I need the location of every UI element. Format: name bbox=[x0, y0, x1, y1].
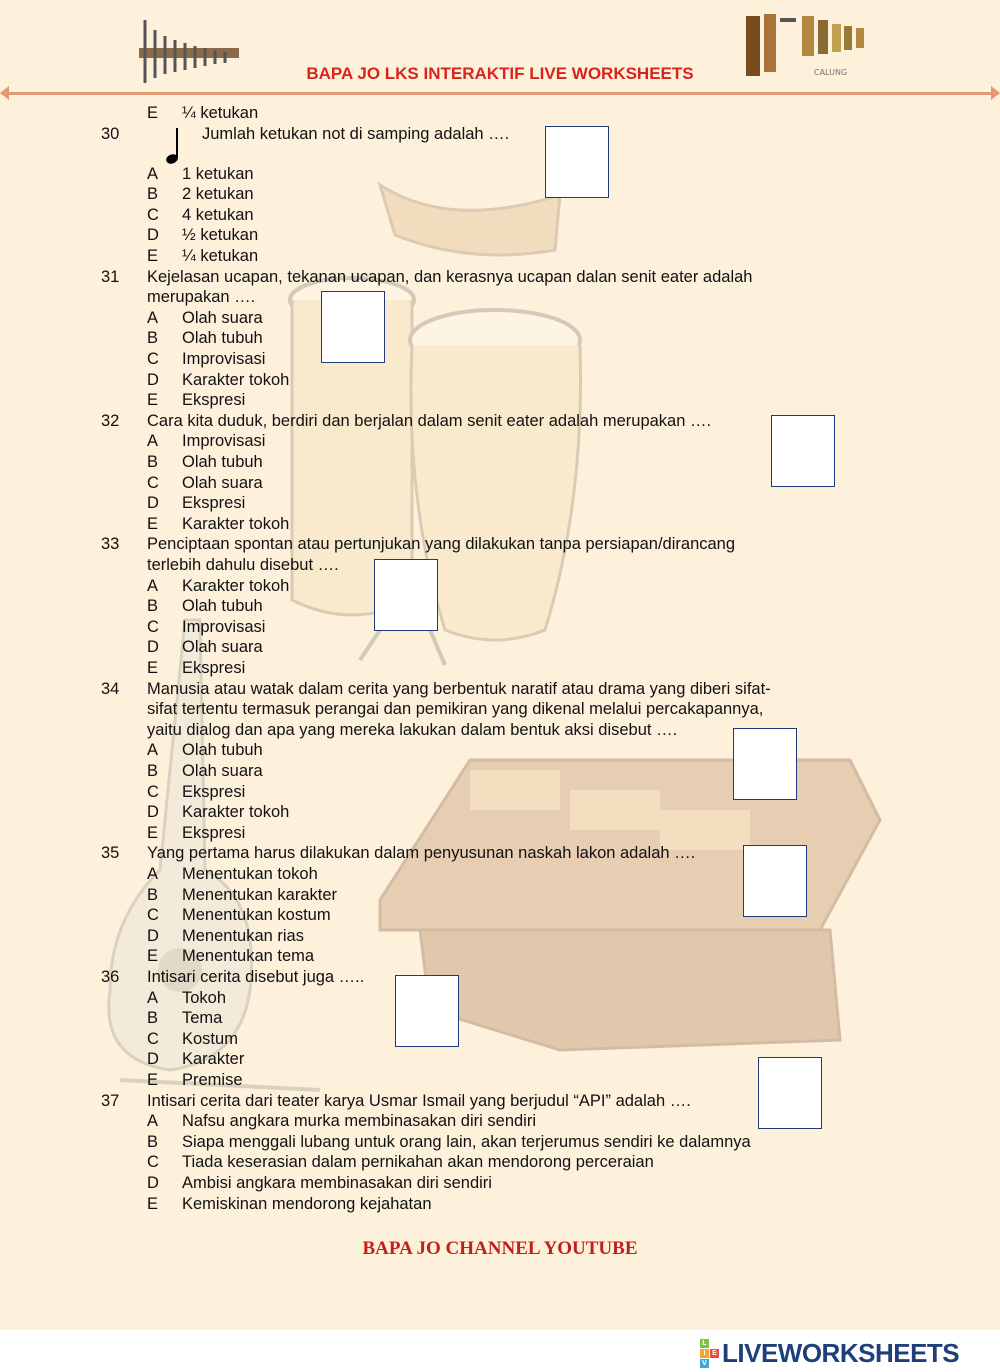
option-text: Menentukan karakter bbox=[182, 885, 338, 904]
option-letter: E bbox=[147, 247, 159, 265]
option-letter: E bbox=[147, 1194, 159, 1213]
option-letter: D bbox=[147, 494, 159, 513]
option-text: Nafsu angkara murka membinasakan diri sendiri bbox=[182, 1112, 536, 1131]
option-letter: C bbox=[147, 473, 159, 492]
answer-box-35[interactable] bbox=[743, 845, 807, 917]
option-text: Improvisasi bbox=[182, 432, 266, 451]
question-text: Cara kita duduk, berdiri dan berjalan dalam senit eater adalah merupakan …. bbox=[147, 411, 712, 430]
option-letter: E bbox=[147, 947, 159, 966]
option-letter: D bbox=[147, 226, 159, 245]
option-text: Improvisasi bbox=[182, 617, 266, 636]
option-letter: C bbox=[147, 617, 159, 636]
option-letter: C bbox=[147, 782, 159, 801]
option-text: Ambisi angkara membinasakan diri sendiri bbox=[182, 1174, 492, 1192]
header-divider bbox=[6, 92, 996, 95]
option-text: ¼ ketukan bbox=[182, 247, 259, 265]
option-text: Karakter bbox=[182, 1050, 245, 1069]
answer-box-30[interactable] bbox=[545, 126, 609, 198]
question-number: 33 bbox=[101, 535, 120, 554]
question-text: Intisari cerita dari teater karya Usmar Ismail yang berjudul “API” adalah …. bbox=[147, 1091, 691, 1110]
option-text: ½ ketukan bbox=[182, 226, 259, 245]
option-text: 2 ketukan bbox=[182, 185, 254, 204]
question-text: Yang pertama harus dilakukan dalam penyusunan naskah lakon adalah …. bbox=[147, 844, 696, 863]
option-letter: E bbox=[147, 1071, 159, 1089]
question-number: 31 bbox=[101, 267, 120, 286]
question-text: Manusia atau watak dalam cerita yang berbentuk naratif atau drama yang diberi sifat- bbox=[147, 679, 771, 698]
option-text: Siapa menggali lubang untuk orang lain, akan terjerumus sendiri ke dalamnya bbox=[182, 1132, 751, 1151]
option-letter: C bbox=[147, 350, 159, 368]
option-letter: D bbox=[147, 370, 159, 389]
option-text: Menentukan rias bbox=[182, 926, 304, 945]
question-number: 34 bbox=[101, 679, 120, 698]
option-letter: A bbox=[147, 432, 159, 451]
option-letter: E bbox=[147, 659, 159, 677]
option-text: 1 ketukan bbox=[182, 164, 254, 183]
question-number: 36 bbox=[101, 968, 120, 986]
option-letter: A bbox=[147, 741, 159, 760]
answer-box-33[interactable] bbox=[374, 559, 438, 631]
option-text: Premise bbox=[182, 1071, 243, 1089]
option-text: Tema bbox=[182, 1009, 223, 1028]
option-letter: A bbox=[147, 988, 159, 1007]
answer-box-34[interactable] bbox=[733, 728, 797, 800]
calung-caption: CALUNG bbox=[814, 68, 848, 77]
option-letter: D bbox=[147, 926, 159, 945]
question-text: merupakan …. bbox=[147, 288, 256, 307]
option-text: 4 ketukan bbox=[182, 205, 254, 224]
option-letter: C bbox=[147, 1153, 159, 1172]
option-letter: D bbox=[147, 638, 159, 657]
option-text: Improvisasi bbox=[182, 350, 266, 368]
option-letter: B bbox=[147, 762, 159, 780]
question-text: Intisari cerita disebut juga ….. bbox=[147, 968, 365, 986]
option-text: Olah tubuh bbox=[182, 453, 263, 471]
option-text: Olah suara bbox=[182, 473, 263, 492]
question-text: sifat tertentu termasuk perangai dan pemikiran yang dikenal melalui percakapannya, bbox=[147, 700, 764, 719]
option-letter: E bbox=[147, 514, 159, 533]
option-text: Kostum bbox=[182, 1029, 238, 1048]
footer-channel-title: BAPA JO CHANNEL YOUTUBE bbox=[362, 1238, 638, 1259]
quarter-note-icon bbox=[164, 126, 188, 166]
question-text: Penciptaan spontan atau pertunjukan yang dilakukan tanpa persiapan/dirancang bbox=[147, 535, 736, 554]
question-text: terlebih dahulu disebut …. bbox=[147, 556, 339, 574]
option-text: Ekspresi bbox=[182, 823, 246, 842]
option-text: Tiada keserasian dalam pernikahan akan mendorong perceraian bbox=[182, 1153, 654, 1172]
option-text: Olah suara bbox=[182, 308, 263, 327]
option-letter: B bbox=[147, 1132, 159, 1151]
option-letter: D bbox=[147, 1174, 159, 1192]
page-title: BAPA JO LKS INTERAKTIF LIVE WORKSHEETS bbox=[306, 64, 694, 83]
divider-arrow-right-icon bbox=[991, 86, 1000, 100]
option-letter: A bbox=[147, 308, 159, 327]
answer-box-36[interactable] bbox=[395, 975, 459, 1047]
option-text: Menentukan kostum bbox=[182, 906, 331, 925]
option-text: Karakter tokoh bbox=[182, 803, 290, 822]
option-letter: E bbox=[147, 104, 159, 122]
answer-box-32[interactable] bbox=[771, 415, 835, 487]
option-letter: B bbox=[147, 185, 159, 204]
question-number: 30 bbox=[101, 124, 120, 143]
option-letter: B bbox=[147, 453, 159, 471]
option-text: ¼ ketukan bbox=[182, 104, 259, 122]
option-letter: D bbox=[147, 803, 159, 822]
option-letter: C bbox=[147, 906, 159, 925]
answer-box-37[interactable] bbox=[758, 1057, 822, 1129]
option-letter: A bbox=[147, 576, 159, 595]
option-text: Olah tubuh bbox=[182, 329, 263, 348]
option-text: Menentukan tema bbox=[182, 947, 315, 966]
option-text: Karakter tokoh bbox=[182, 514, 290, 533]
question-number: 35 bbox=[101, 844, 120, 863]
option-text: Menentukan tokoh bbox=[182, 865, 318, 883]
option-letter: B bbox=[147, 329, 159, 348]
option-text: Olah tubuh bbox=[182, 597, 263, 616]
option-letter: B bbox=[147, 1009, 159, 1028]
answer-box-31[interactable] bbox=[321, 291, 385, 363]
option-letter: A bbox=[147, 865, 159, 883]
option-text: Ekspresi bbox=[182, 782, 246, 801]
option-text: Ekspresi bbox=[182, 391, 246, 410]
question-number: 32 bbox=[101, 411, 120, 430]
option-letter: E bbox=[147, 391, 159, 410]
option-letter: A bbox=[147, 1112, 159, 1131]
option-letter: E bbox=[147, 823, 159, 842]
option-letter: B bbox=[147, 597, 159, 616]
question-number: 37 bbox=[101, 1091, 120, 1110]
question-text: Kejelasan ucapan, tekanan ucapan, dan kerasnya ucapan dalan senit eater adalah bbox=[147, 267, 753, 286]
option-letter: A bbox=[147, 164, 159, 183]
option-text: Kemiskinan mendorong kejahatan bbox=[182, 1194, 432, 1213]
liveworksheets-wordmark: LIVEWORKSHEETS bbox=[722, 1337, 960, 1368]
liveworksheets-logo-icon: L I E V bbox=[700, 1339, 719, 1368]
option-letter: C bbox=[147, 205, 159, 224]
option-text: Ekspresi bbox=[182, 659, 246, 677]
option-text: Karakter tokoh bbox=[182, 370, 290, 389]
option-letter: C bbox=[147, 1029, 159, 1048]
option-letter: B bbox=[147, 885, 159, 904]
question-text: yaitu dialog dan apa yang mereka lakukan dalam bentuk aksi disebut …. bbox=[147, 720, 678, 739]
option-text: Olah tubuh bbox=[182, 741, 263, 760]
divider-arrow-left-icon bbox=[0, 86, 9, 100]
option-letter: D bbox=[147, 1050, 159, 1069]
option-text: Olah suara bbox=[182, 638, 263, 657]
option-text: Ekspresi bbox=[182, 494, 246, 513]
option-text: Olah suara bbox=[182, 762, 263, 780]
option-text: Tokoh bbox=[182, 988, 227, 1007]
question-text: Jumlah ketukan not di samping adalah …. bbox=[202, 124, 510, 143]
liveworksheets-brand bbox=[700, 1338, 959, 1368]
option-text: Karakter tokoh bbox=[182, 576, 290, 595]
